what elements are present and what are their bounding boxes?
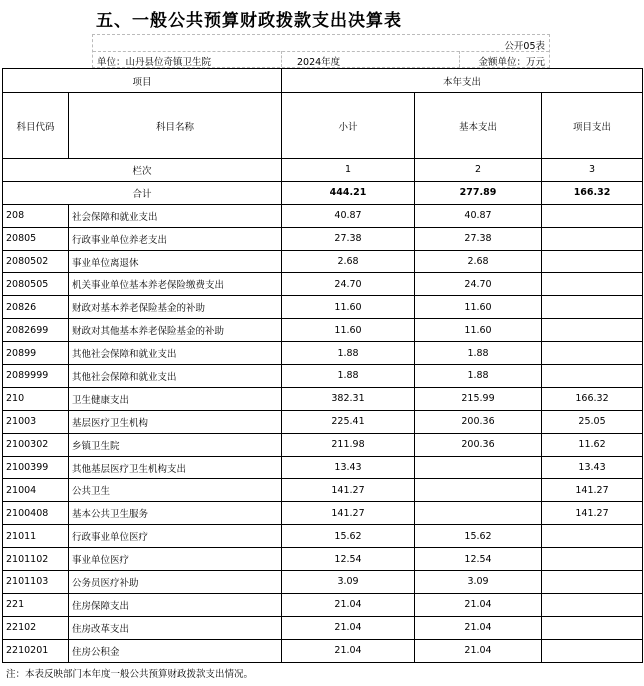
row-basic: 24.70 [415, 273, 542, 296]
current-year-header: 本年支出 [282, 69, 643, 93]
header-row [3, 93, 643, 159]
row-project [542, 273, 643, 296]
row-subtotal: 141.27 [282, 479, 415, 502]
table-row [3, 296, 643, 319]
column-index-1: 1 [282, 159, 415, 182]
total-label: 合计 [3, 181, 282, 204]
row-subtotal: 382.31 [282, 387, 415, 410]
row-code: 20899 [3, 342, 69, 365]
row-code: 2080502 [3, 250, 69, 273]
row-project [542, 342, 643, 365]
row-name: 行政事业单位医疗 [69, 525, 282, 548]
row-subtotal: 12.54 [282, 548, 415, 571]
row-subtotal: 11.60 [282, 319, 415, 342]
row-code: 20805 [3, 227, 69, 250]
row-project [542, 227, 643, 250]
subtotal-header: 小计 [282, 93, 415, 159]
row-code: 2089999 [3, 365, 69, 388]
table-row [3, 342, 643, 365]
row-code: 22102 [3, 616, 69, 639]
table-row [3, 502, 643, 525]
row-basic: 3.09 [415, 571, 542, 594]
row-subtotal: 211.98 [282, 433, 415, 456]
row-code: 21003 [3, 410, 69, 433]
row-subtotal: 40.87 [282, 204, 415, 227]
row-basic: 21.04 [415, 639, 542, 662]
total-subtotal: 444.21 [282, 181, 415, 204]
row-basic: 12.54 [415, 548, 542, 571]
row-name: 社会保障和就业支出 [69, 204, 282, 227]
page-title: 五、一般公共预算财政拨款支出决算表 [96, 11, 402, 31]
table-row [3, 639, 643, 662]
row-code: 221 [3, 593, 69, 616]
row-name: 乡镇卫生院 [69, 433, 282, 456]
row-project [542, 204, 643, 227]
project-header: 项目支出 [542, 93, 643, 159]
row-name: 其他基层医疗卫生机构支出 [69, 456, 282, 479]
row-subtotal: 141.27 [282, 502, 415, 525]
row-name: 其他社会保障和就业支出 [69, 365, 282, 388]
total-project: 166.32 [542, 181, 643, 204]
row-name: 基本公共卫生服务 [69, 502, 282, 525]
row-project: 166.32 [542, 387, 643, 410]
money-unit: 金额单位：万元 [478, 57, 545, 68]
column-index-2: 2 [415, 159, 542, 182]
row-name: 公共卫生 [69, 479, 282, 502]
row-code: 2082699 [3, 319, 69, 342]
table-row [3, 433, 643, 456]
header-row [3, 69, 643, 93]
table-row [3, 319, 643, 342]
row-project [542, 319, 643, 342]
row-code: 2210201 [3, 639, 69, 662]
row-project: 141.27 [542, 479, 643, 502]
row-name: 卫生健康支出 [69, 387, 282, 410]
total-basic: 277.89 [415, 181, 542, 204]
row-basic [415, 479, 542, 502]
header-divider [93, 51, 549, 52]
row-subtotal: 21.04 [282, 593, 415, 616]
row-basic: 11.60 [415, 319, 542, 342]
row-project [542, 616, 643, 639]
row-project [542, 296, 643, 319]
row-name: 住房改革支出 [69, 616, 282, 639]
row-basic: 40.87 [415, 204, 542, 227]
table-row [3, 616, 643, 639]
row-project [542, 571, 643, 594]
row-basic: 27.38 [415, 227, 542, 250]
row-project [542, 250, 643, 273]
expenditure-table [2, 68, 643, 663]
row-code: 2080505 [3, 273, 69, 296]
row-project: 11.62 [542, 433, 643, 456]
item-header: 项目 [3, 69, 282, 93]
row-basic [415, 456, 542, 479]
table-row [3, 479, 643, 502]
row-code: 210 [3, 387, 69, 410]
report-year: 2024年度 [297, 57, 341, 68]
row-subtotal: 21.04 [282, 616, 415, 639]
row-name: 财政对基本养老保险基金的补助 [69, 296, 282, 319]
row-name: 公务员医疗补助 [69, 571, 282, 594]
row-subtotal: 1.88 [282, 342, 415, 365]
row-project: 141.27 [542, 502, 643, 525]
row-basic: 215.99 [415, 387, 542, 410]
row-name: 事业单位离退休 [69, 250, 282, 273]
column-index-row [3, 159, 643, 182]
row-code: 20826 [3, 296, 69, 319]
table-row [3, 387, 643, 410]
header-divider [281, 51, 282, 67]
row-subtotal: 13.43 [282, 456, 415, 479]
row-code: 2101103 [3, 571, 69, 594]
unit-label: 单位：山丹县位奇镇卫生院 [97, 57, 212, 68]
table-row [3, 227, 643, 250]
row-name: 其他社会保障和就业支出 [69, 342, 282, 365]
row-project [542, 365, 643, 388]
row-subtotal: 11.60 [282, 296, 415, 319]
row-basic: 21.04 [415, 616, 542, 639]
row-code: 21011 [3, 525, 69, 548]
table-row [3, 365, 643, 388]
table-row [3, 410, 643, 433]
row-name: 住房公积金 [69, 639, 282, 662]
row-subtotal: 225.41 [282, 410, 415, 433]
row-basic: 15.62 [415, 525, 542, 548]
code-header: 科目代码 [3, 93, 69, 159]
row-subtotal: 1.88 [282, 365, 415, 388]
row-project [542, 593, 643, 616]
row-basic: 21.04 [415, 593, 542, 616]
name-header: 科目名称 [69, 93, 282, 159]
row-name: 住房保障支出 [69, 593, 282, 616]
basic-header: 基本支出 [415, 93, 542, 159]
row-basic: 1.88 [415, 342, 542, 365]
row-name: 事业单位医疗 [69, 548, 282, 571]
table-row [3, 525, 643, 548]
row-subtotal: 21.04 [282, 639, 415, 662]
row-subtotal: 27.38 [282, 227, 415, 250]
row-project: 25.05 [542, 410, 643, 433]
table-row [3, 456, 643, 479]
table-row [3, 593, 643, 616]
row-project [542, 548, 643, 571]
row-code: 2101102 [3, 548, 69, 571]
row-subtotal: 24.70 [282, 273, 415, 296]
row-project [542, 639, 643, 662]
row-code: 208 [3, 204, 69, 227]
row-name: 基层医疗卫生机构 [69, 410, 282, 433]
row-basic: 11.60 [415, 296, 542, 319]
row-name: 财政对其他基本养老保险基金的补助 [69, 319, 282, 342]
row-basic: 2.68 [415, 250, 542, 273]
row-subtotal: 3.09 [282, 571, 415, 594]
row-name: 机关事业单位基本养老保险缴费支出 [69, 273, 282, 296]
header-divider [459, 51, 460, 67]
column-index-3: 3 [542, 159, 643, 182]
table-row [3, 571, 643, 594]
row-project: 13.43 [542, 456, 643, 479]
row-basic [415, 502, 542, 525]
row-code: 2100399 [3, 456, 69, 479]
table-row [3, 250, 643, 273]
row-subtotal: 15.62 [282, 525, 415, 548]
table-row [3, 204, 643, 227]
column-index-label: 栏次 [3, 159, 282, 182]
row-basic: 1.88 [415, 365, 542, 388]
row-project [542, 525, 643, 548]
row-name: 行政事业单位养老支出 [69, 227, 282, 250]
table-row [3, 273, 643, 296]
table-row [3, 548, 643, 571]
report-header [92, 34, 550, 68]
row-subtotal: 2.68 [282, 250, 415, 273]
row-code: 21004 [3, 479, 69, 502]
row-basic: 200.36 [415, 410, 542, 433]
row-code: 2100408 [3, 502, 69, 525]
footnote: 注：本表反映部门本年度一般公共预算财政拨款支出情况。 [6, 669, 254, 680]
row-code: 2100302 [3, 433, 69, 456]
total-row [3, 181, 643, 204]
row-basic: 200.36 [415, 433, 542, 456]
form-code: 公开05表 [504, 41, 545, 52]
